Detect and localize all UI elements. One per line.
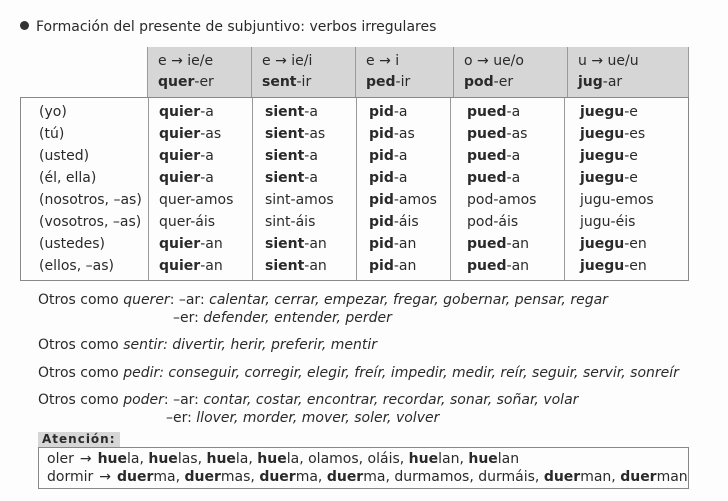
table-row <box>21 170 688 192</box>
form-cell: pid-an <box>369 258 417 274</box>
form-word: duermas <box>184 469 251 485</box>
form-word: duerma <box>116 469 176 485</box>
table-row <box>21 258 688 280</box>
form-cell: pued-an <box>467 258 530 274</box>
form-cell: juegu-e <box>580 148 638 164</box>
arrow-icon: → <box>79 451 92 467</box>
section-title-text: Formación del presente de subjuntivo: verbos irregulares <box>36 19 437 35</box>
form-word: durmáis <box>478 469 535 485</box>
section-title <box>20 19 436 35</box>
form-word: huelan <box>408 451 460 467</box>
table-row <box>21 236 688 258</box>
form-cell: sient-a <box>265 148 318 164</box>
form-cell: pid-áis <box>369 214 419 230</box>
oler-line: oler → huela, huelas, huela, huela, olamos, oláis, huelan, huelan <box>47 451 520 467</box>
form-word: olamos <box>308 451 359 467</box>
form-cell: juegu-en <box>580 258 647 274</box>
form-cell: juegu-es <box>580 126 646 142</box>
form-cell: pod-áis <box>467 214 519 230</box>
form-cell: jugu-éis <box>580 214 636 230</box>
pronoun-cell: (tú) <box>39 126 65 142</box>
form-cell: pid-a <box>369 104 408 120</box>
form-cell: quier-an <box>159 236 223 252</box>
pronoun-cell: (vosotros, –as) <box>39 214 142 230</box>
form-cell: quier-a <box>159 170 214 186</box>
pronoun-cell: (nosotros, –as) <box>39 192 142 208</box>
form-cell: sient-as <box>265 126 326 142</box>
note-pedir: Otros como pedir: conseguir, corregir, elegir, freír, impedir, medir, reír, seguir, servir, sonreír <box>38 365 679 381</box>
form-cell: pid-a <box>369 148 408 164</box>
header-verb: sent-ir <box>262 74 312 90</box>
verb-label: dormir <box>47 469 94 485</box>
pronoun-cell: (yo) <box>39 104 67 120</box>
form-cell: sient-an <box>265 236 327 252</box>
form-cell: sient-a <box>265 104 318 120</box>
form-cell: jugu-emos <box>580 192 654 208</box>
form-cell: pid-an <box>369 236 417 252</box>
header-col-querer <box>147 47 251 97</box>
form-cell: pid-amos <box>369 192 437 208</box>
arrow-icon: → <box>99 469 111 485</box>
header-pattern: e → i <box>366 53 400 69</box>
form-word: huela <box>97 451 140 467</box>
form-word: huelas <box>148 451 198 467</box>
table-header <box>147 47 689 97</box>
form-word: durmamos <box>394 469 470 485</box>
note-querer-er: –er: defender, entender, perder <box>173 310 392 326</box>
form-word: huelan <box>468 451 520 467</box>
form-cell: quer-áis <box>159 214 216 230</box>
form-cell: pued-as <box>467 126 528 142</box>
atencion-box <box>38 447 689 489</box>
verb-label: oler <box>47 451 74 467</box>
header-pattern: u → ue/u <box>578 53 639 69</box>
note-poder: Otros como poder: –ar: contar, costar, encontrar, recordar, sonar, soñar, volar <box>38 392 579 408</box>
header-pattern: e → ie/i <box>262 53 313 69</box>
pronoun-cell: (él, ella) <box>39 170 97 186</box>
table-row <box>21 126 688 148</box>
header-verb: jug-ar <box>578 74 623 90</box>
form-cell: quer-amos <box>159 192 234 208</box>
form-cell: sient-an <box>265 258 327 274</box>
form-cell: quier-a <box>159 148 214 164</box>
form-cell: pued-an <box>467 236 530 252</box>
dormir-line: dormir → duerma, duermas, duerma, duerma, durmamos, durmáis, duerman, duerman <box>47 469 688 485</box>
form-cell: quier-an <box>159 258 223 274</box>
form-word: duerman <box>543 469 612 485</box>
form-cell: sient-a <box>265 170 318 186</box>
form-cell: pued-a <box>467 170 521 186</box>
form-cell: pid-as <box>369 126 415 142</box>
header-col-pedir <box>355 47 453 97</box>
table-row <box>21 192 688 214</box>
form-cell: quier-a <box>159 104 214 120</box>
form-word: huela <box>257 451 300 467</box>
form-cell: quier-as <box>159 126 222 142</box>
header-col-sentir <box>251 47 355 97</box>
form-cell: juegu-e <box>580 104 638 120</box>
form-word: oláis <box>367 451 400 467</box>
conjugation-table <box>20 97 689 281</box>
form-cell: pued-a <box>467 104 521 120</box>
header-verb: pod-er <box>464 74 514 90</box>
header-verb: quer-er <box>158 74 214 90</box>
form-cell: sint-amos <box>265 192 334 208</box>
form-word: huela <box>206 451 249 467</box>
header-pattern: e → ie/e <box>158 53 214 69</box>
header-pattern: o → ue/o <box>464 53 524 69</box>
pronoun-cell: (usted) <box>39 148 90 164</box>
form-cell: juegu-e <box>580 170 638 186</box>
table-row <box>21 214 688 236</box>
form-cell: sint-áis <box>265 214 316 230</box>
form-word: duerma <box>259 469 318 485</box>
header-col-jugar <box>567 47 689 97</box>
form-word: duerma <box>326 469 386 485</box>
note-sentir: Otros como sentir: divertir, herir, preferir, mentir <box>38 337 378 353</box>
pronoun-cell: (ellos, –as) <box>39 258 114 274</box>
header-verb: ped-ir <box>366 74 411 90</box>
header-col-poder <box>453 47 567 97</box>
form-word: duerman <box>620 469 688 485</box>
form-cell: juegu-en <box>580 236 647 252</box>
form-cell: pued-a <box>467 148 521 164</box>
atencion-label: Atención: <box>38 432 120 447</box>
note-querer: Otros como querer: –ar: calentar, cerrar, empezar, fregar, gobernar, pensar, regar <box>38 292 608 308</box>
note-poder-er: –er: llover, morder, mover, soler, volver <box>166 410 440 426</box>
pronoun-cell: (ustedes) <box>39 236 105 252</box>
bullet-icon <box>20 21 29 30</box>
table-row <box>21 104 688 126</box>
form-cell: pod-amos <box>467 192 537 208</box>
form-cell: pid-a <box>369 170 408 186</box>
table-row <box>21 148 688 170</box>
